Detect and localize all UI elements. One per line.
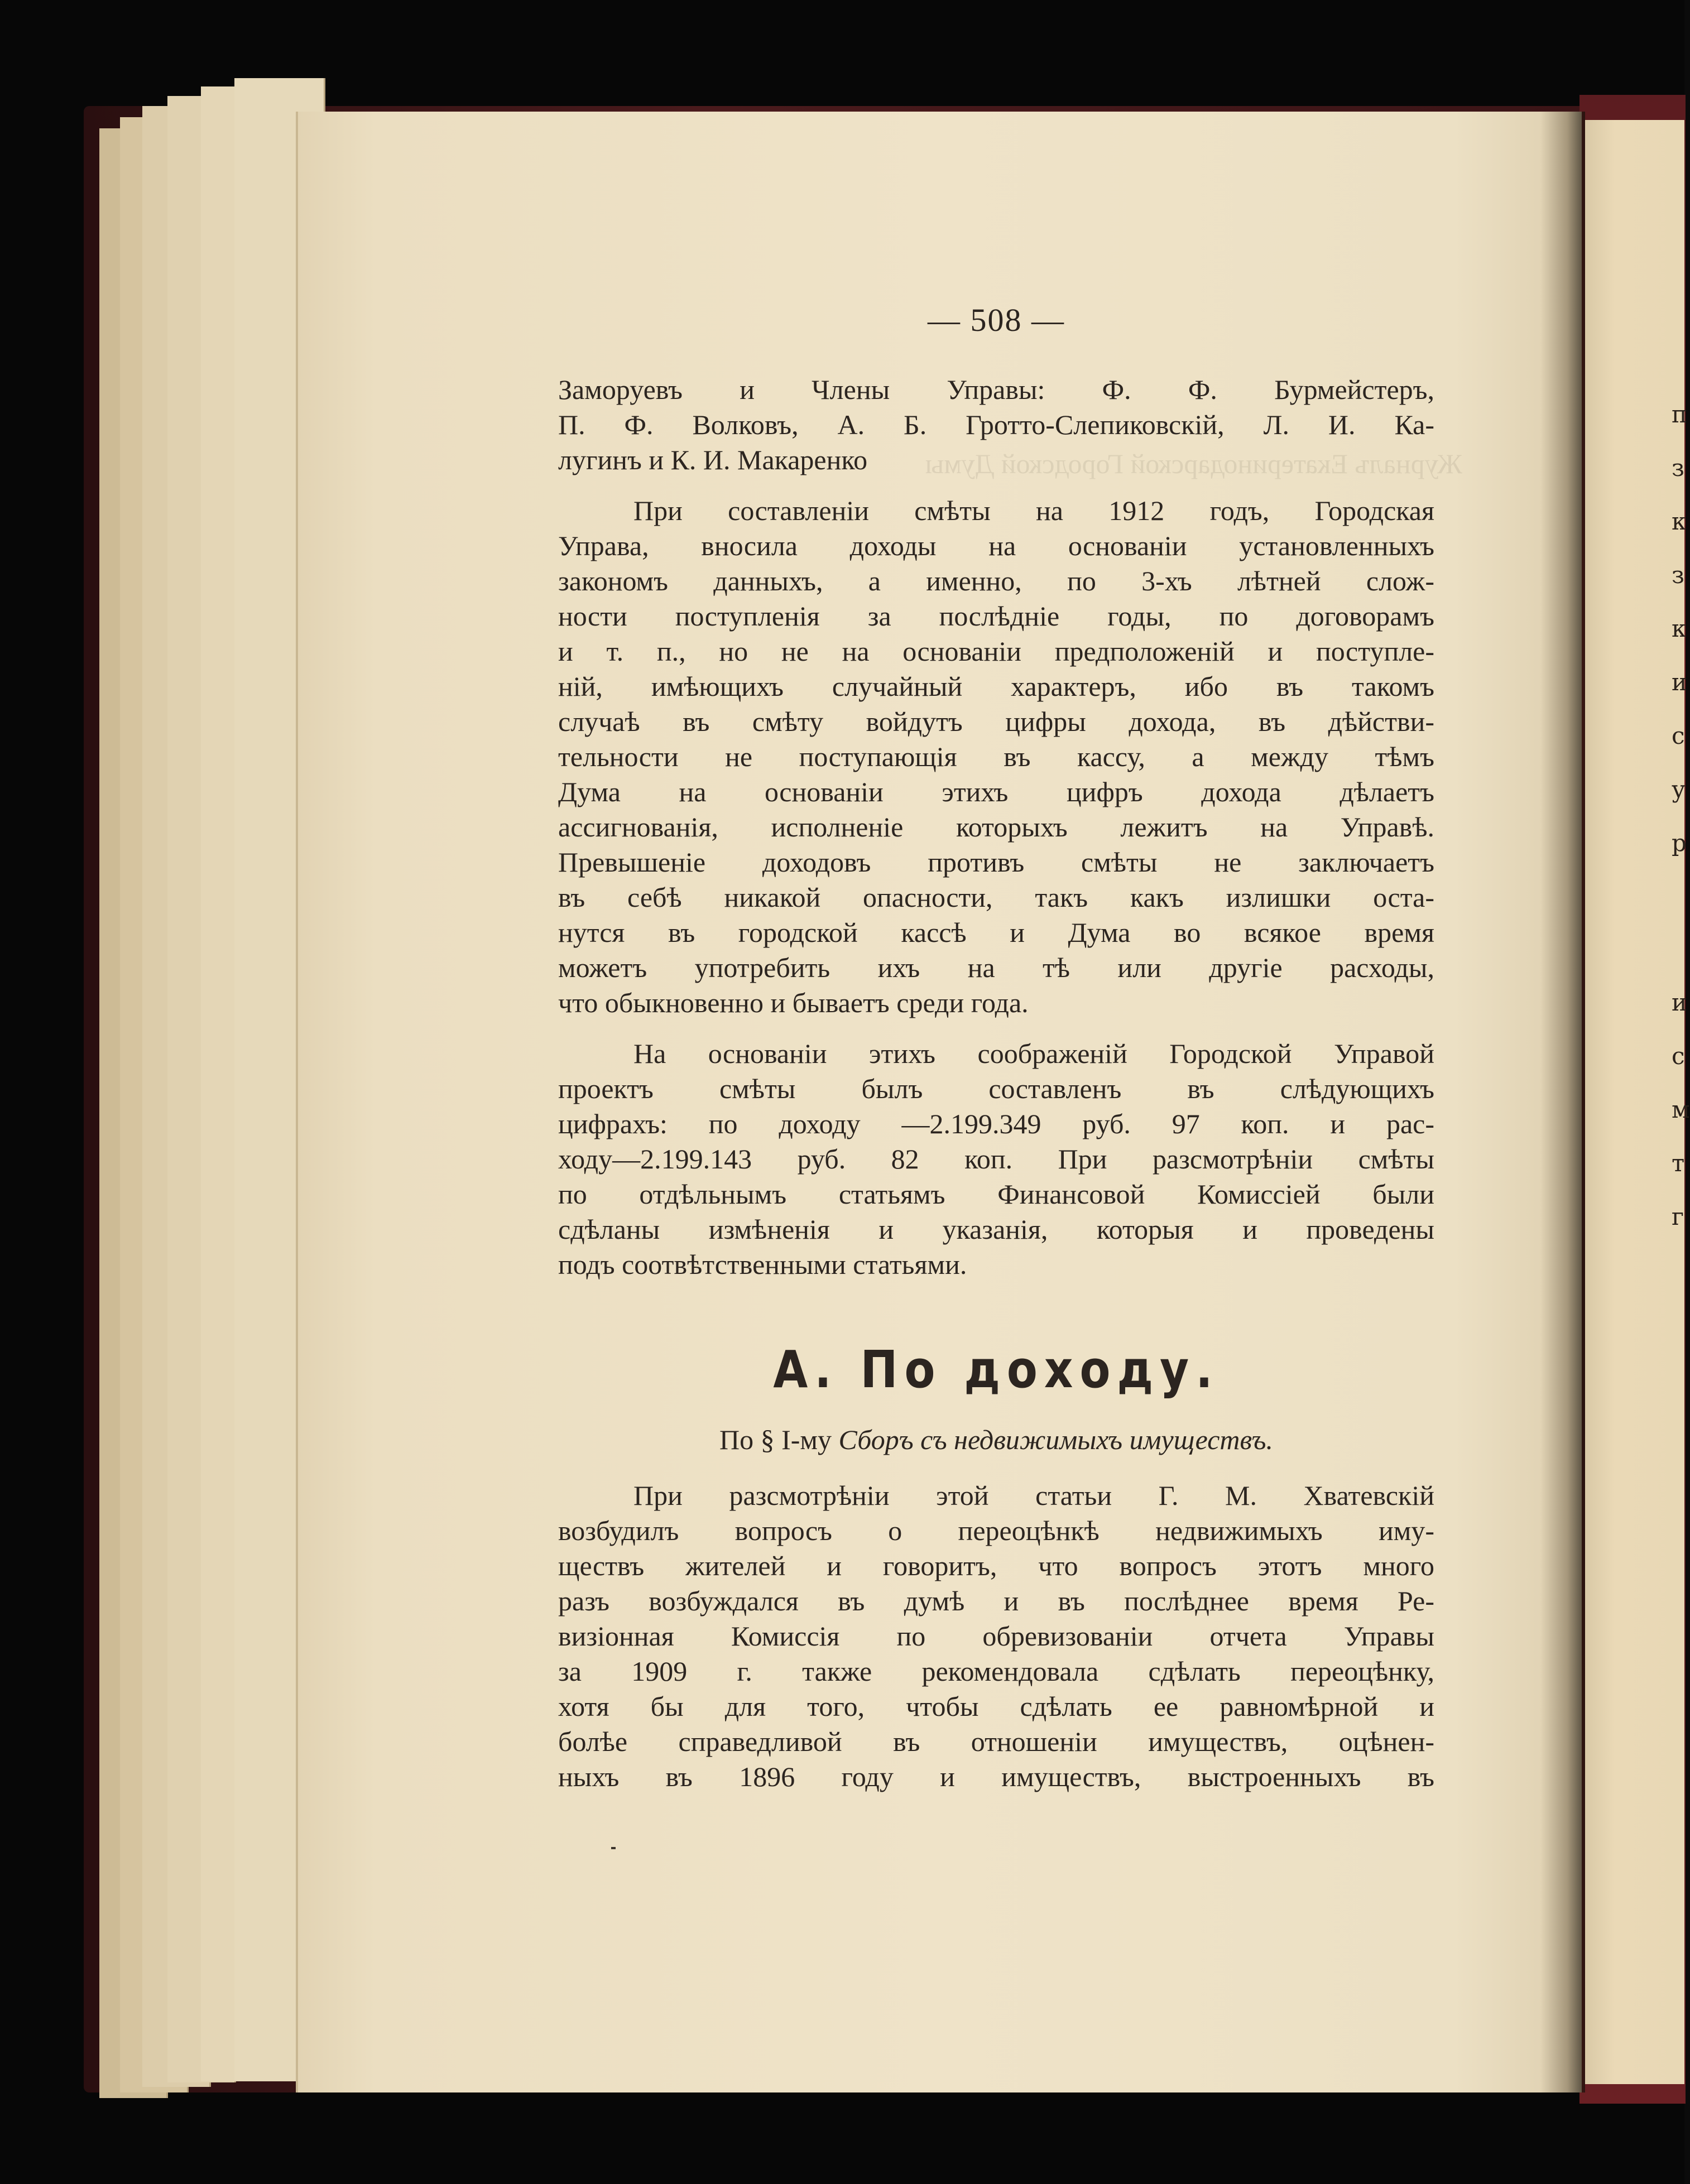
page-text — [558, 301, 1434, 1795]
paragraph-estimate-figures — [558, 1036, 1434, 1282]
facing-letter: г — [1672, 1203, 1684, 1230]
facing-letter: и — [1672, 989, 1687, 1016]
text-line: закономъ данныхъ, а именно, по 3-хъ лѣтней слож- — [558, 565, 1434, 596]
facing-letter: т — [1672, 1149, 1685, 1177]
continuation-paragraph — [558, 372, 1434, 478]
ink-speck — [611, 1847, 616, 1849]
text-line: ности поступленiя за послѣднiе годы, по договорамъ — [558, 600, 1434, 632]
text-line: ходу—2.199.143 руб. 82 коп. При разсмотрѣнiи смѣты — [558, 1143, 1434, 1175]
text-line: хотя бы для того, чтобы сдѣлать ее равномѣрной и — [558, 1691, 1434, 1722]
text-line: можетъ употребить ихъ на тѣ или другiе расходы, — [558, 952, 1434, 983]
facing-letter: к — [1672, 508, 1687, 535]
paragraph-reassessment — [558, 1478, 1434, 1795]
facing-letter: м — [1672, 1096, 1690, 1123]
text-line: Превышенiе доходовъ противъ смѣты не заключаетъ — [558, 846, 1434, 878]
subheading — [558, 1423, 1434, 1456]
text-line: въ себѣ никакой опасности, такъ какъ излишки оста- — [558, 882, 1434, 913]
text-line: Дума на основанiи этихъ цифръ дохода дѣлаетъ — [558, 776, 1434, 807]
text-line: подъ соотвѣтственными статьями. — [558, 1249, 967, 1280]
subheading-prefix: По § I-му — [719, 1424, 832, 1455]
text-line: цифрахъ: по доходу —2.199.349 руб. 97 коп. и рас- — [558, 1108, 1434, 1139]
text-line: визiонная Комиссiя по обревизованiи отчета Управы — [558, 1620, 1434, 1652]
text-line: сдѣланы измѣненiя и указанiя, которыя и проведены — [558, 1214, 1434, 1245]
facing-page-letters — [1672, 388, 1688, 1244]
text-line: по отдѣльнымъ статьямъ Финансовой Комиссiей были — [558, 1178, 1434, 1210]
text-line: проектъ смѣты былъ составленъ въ слѣдующихъ — [558, 1073, 1434, 1104]
text-line: На основанiи этихъ соображенiй Городской Управой — [633, 1038, 1434, 1069]
facing-letter: с — [1672, 722, 1685, 749]
text-line: тельности не поступающiя въ кассу, а между тѣмъ — [558, 741, 1434, 772]
facing-letter: и — [1672, 668, 1687, 696]
text-line: разъ возбуждался въ думѣ и въ послѣднее время Ре- — [558, 1585, 1434, 1617]
facing-letter: с — [1672, 1042, 1685, 1070]
text-line: и т. п., но не на основанiи предположенiй и поступле- — [558, 636, 1434, 667]
section-heading: А. По доходу. — [773, 1340, 1220, 1399]
paragraph-estimate-compilation — [558, 493, 1434, 1021]
facing-page — [1585, 120, 1690, 2084]
facing-letter: у — [1672, 776, 1686, 803]
text-line: П. Ф. Волковъ, А. Б. Гротто-Слепиковскiй, Л. И. Ка- — [558, 409, 1434, 440]
facing-letter: р — [1672, 829, 1687, 857]
text-line: ассигнованiя, исполненiе которыхъ лежитъ на Управѣ. — [558, 811, 1434, 843]
text-line: за 1909 г. также рекомендовала сдѣлать переоцѣнку, — [558, 1656, 1434, 1687]
text-line: Заморуевъ и Члены Управы: Ф. Ф. Бурмейстеръ, — [558, 374, 1434, 405]
facing-letter: з — [1672, 454, 1684, 482]
facing-letter: з — [1672, 561, 1684, 589]
facing-letter: к — [1672, 615, 1687, 642]
text-line: ныхъ въ 1896 году и имуществъ, выстроенныхъ въ — [558, 1761, 1434, 1792]
bleed-through-text: Журналъ Екатеринодарской Городской Думы — [925, 448, 1462, 479]
text-line: болѣе справедливой въ отношенiи имуществъ, оцѣнен- — [558, 1726, 1434, 1757]
text-line: лугинъ и К. И. Макаренко — [558, 444, 868, 475]
text-line: возбудилъ вопросъ о переоцѣнкѣ недвижимыхъ иму- — [558, 1515, 1434, 1546]
text-line: При разсмотрѣнiи этой статьи Г. М. Хватевскiй — [633, 1480, 1434, 1511]
text-line: Управа, вносила доходы на основанiи установленныхъ — [558, 530, 1434, 561]
page-gutter-shadow — [1540, 112, 1585, 2092]
subheading-title: Сборъ съ недвижимыхъ имуществъ. — [838, 1424, 1274, 1455]
page-number: — 508 — — [928, 302, 1065, 338]
text-line: нiй, имѣющихъ случайный характеръ, ибо въ такомъ — [558, 671, 1434, 702]
text-line: ществъ жителей и говоритъ, что вопросъ этотъ много — [558, 1550, 1434, 1581]
text-line: что обыкновенно и бываетъ среди года. — [558, 987, 1029, 1018]
text-line: случаѣ въ смѣту войдутъ цифры дохода, въ дѣйстви- — [558, 706, 1434, 737]
facing-letter: п — [1672, 401, 1687, 428]
text-line: При составленiи смѣты на 1912 годъ, Городская — [633, 495, 1434, 526]
text-line: нутся въ городской кассѣ и Дума во всякое время — [558, 917, 1434, 948]
